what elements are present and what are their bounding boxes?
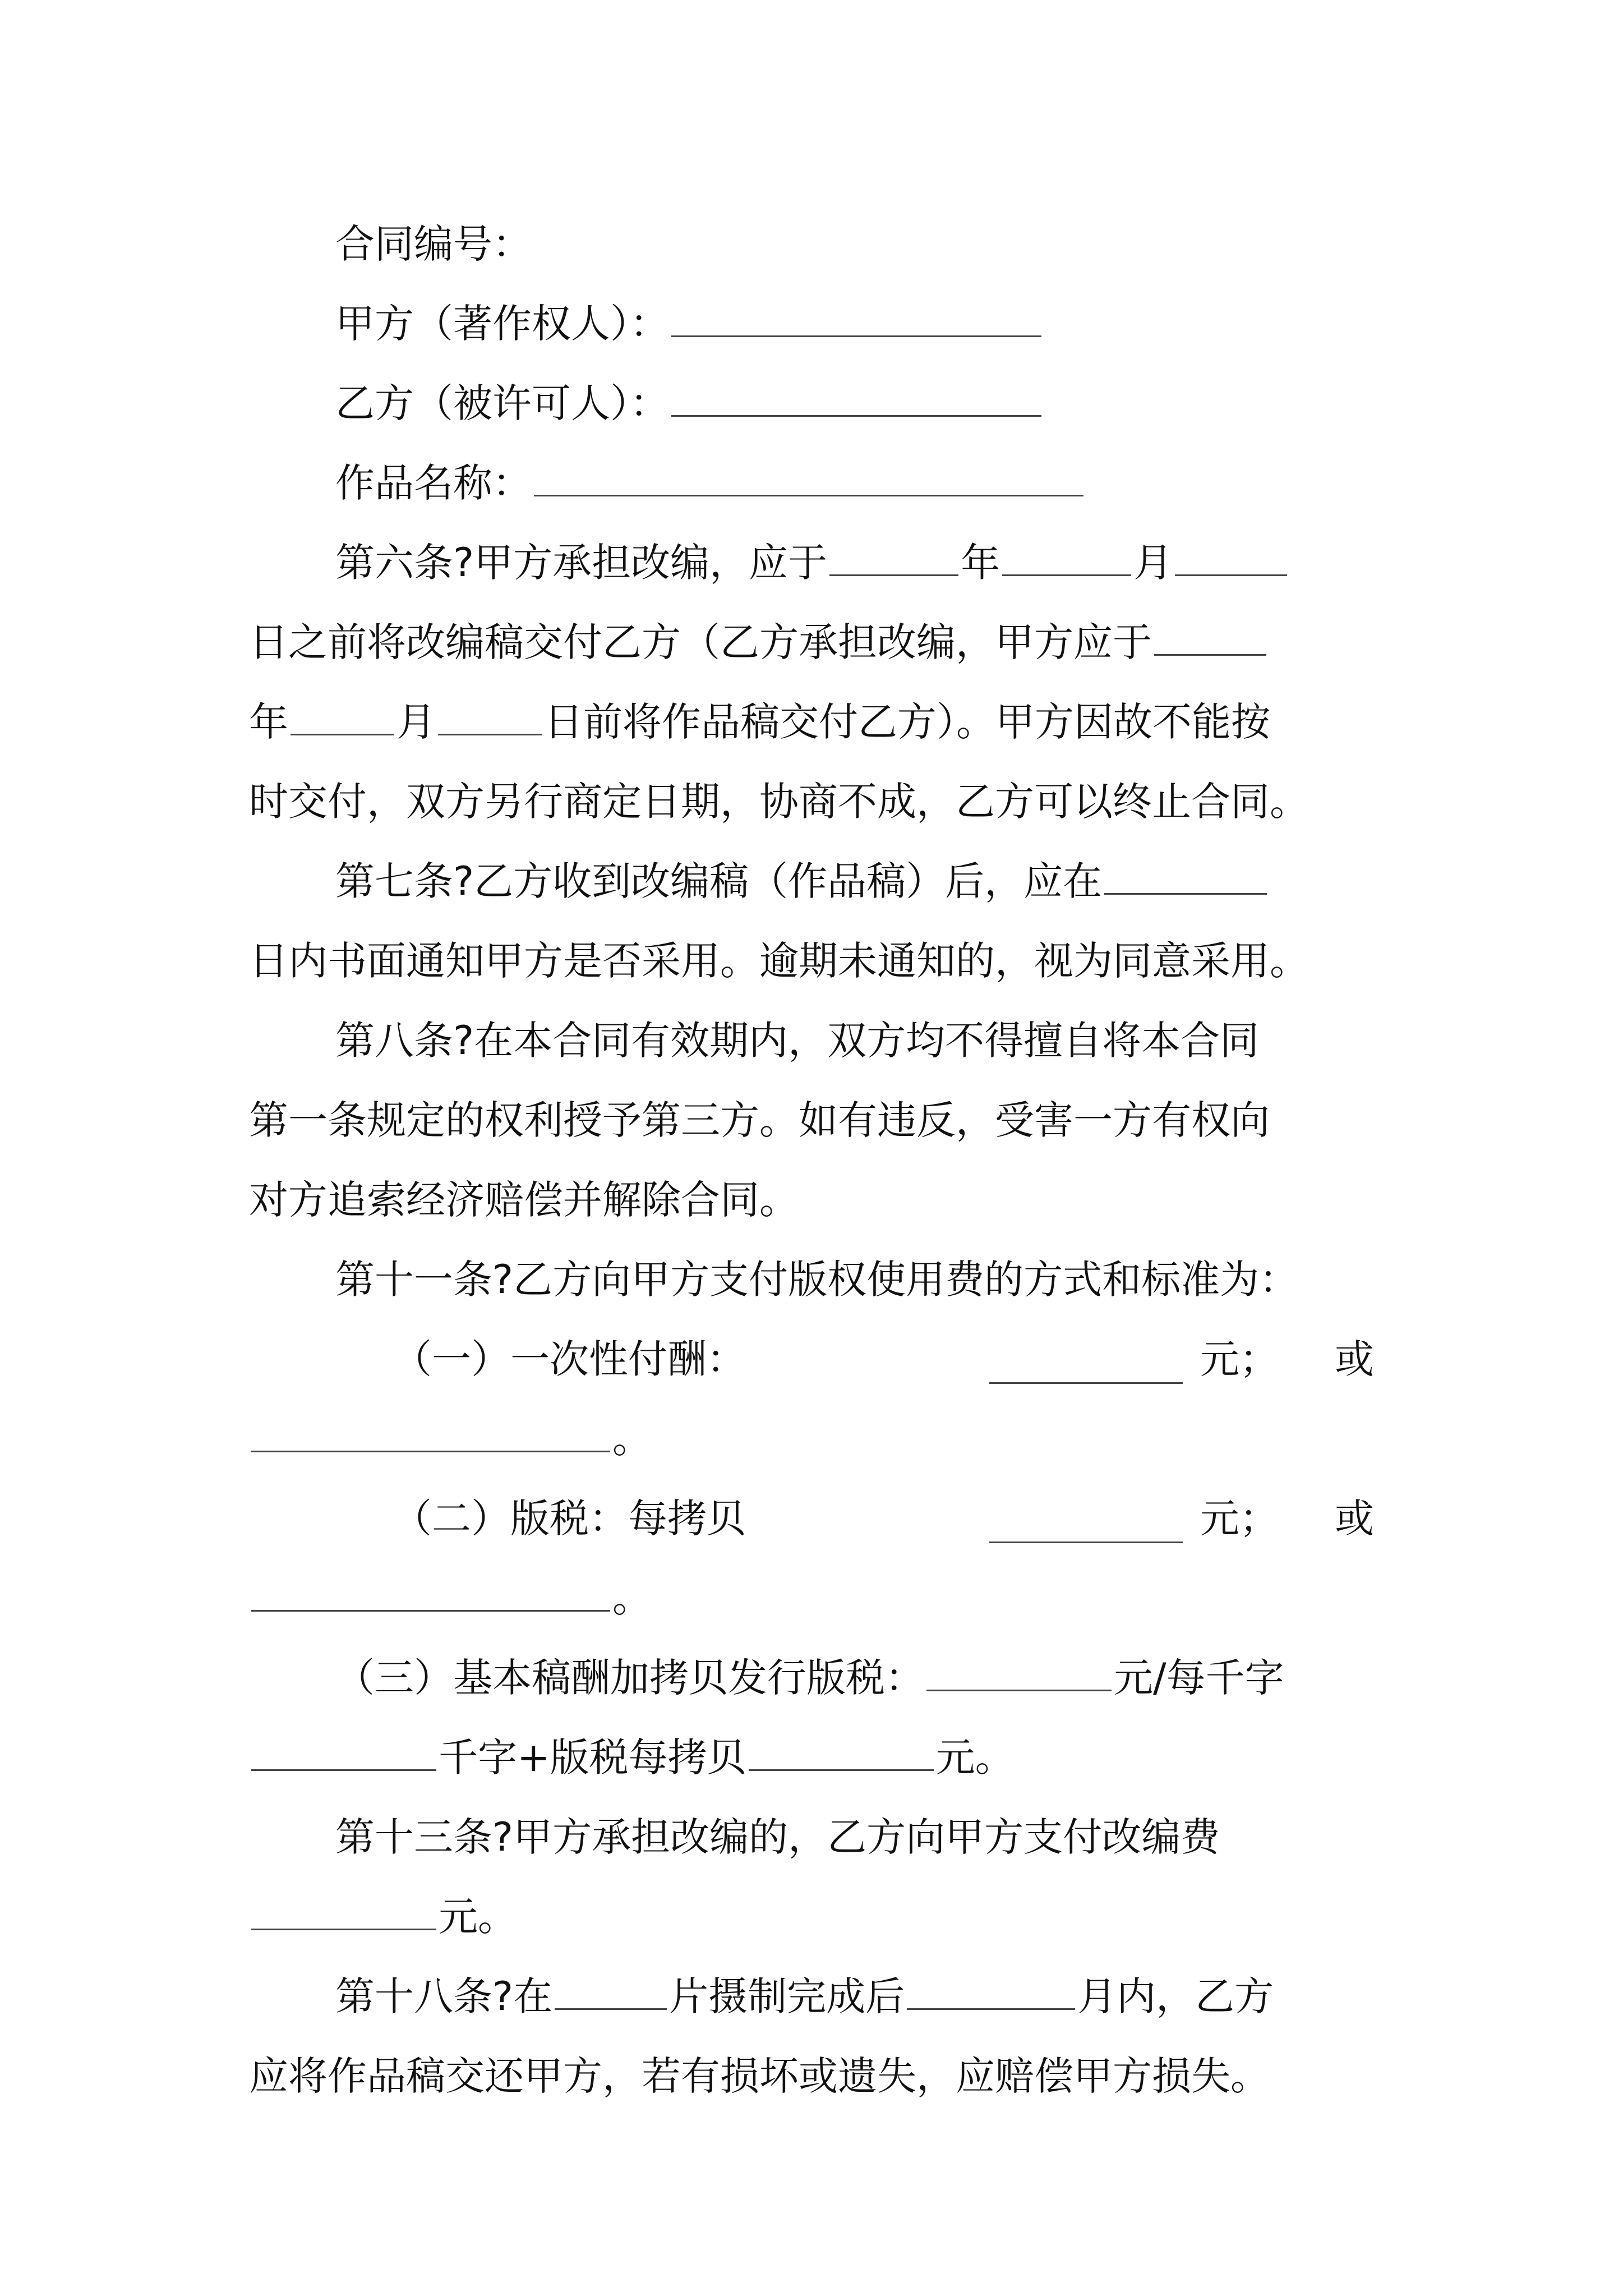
option-3-text: 千字+版税每拷贝 [439, 1734, 746, 1780]
article-6-day-blank[interactable] [1175, 535, 1287, 576]
article-13-line-2 [249, 1880, 517, 1953]
article-6-year-blank-2[interactable] [1154, 615, 1266, 656]
article-6-text: 时交付，双方另行商定日期，协商不成，乙方可以终止合同。 [249, 779, 1309, 825]
party-b-label: 乙方（被许可人）： [335, 380, 669, 426]
article-8-line-3 [249, 1163, 799, 1236]
article-8-text: 对方追索经济赔偿并解除合同。 [249, 1177, 799, 1223]
article-18-line-2 [249, 2040, 1270, 2113]
article-8-text: 第一条规定的权利授予第三方。如有违反，受害一方有权向 [249, 1097, 1270, 1143]
article-6-month-blank[interactable] [1002, 535, 1131, 576]
article-11-text: 第十一条?乙方向甲方支付版权使用费的方式和标准为： [335, 1257, 1299, 1303]
article-6-line-3 [249, 685, 1270, 758]
article-8-text: 第八条?在本合同有效期内，双方均不得擅自将本合同 [335, 1018, 1260, 1064]
article-13-line-1 [335, 1801, 1220, 1874]
contract-number-line [335, 208, 532, 280]
party-b-blank[interactable] [671, 376, 1041, 417]
article-11-option-3-line-1 [335, 1641, 1284, 1714]
article-18-text: 应将作品稿交还甲方，若有损坏或遗失，应赔偿甲方损失。 [249, 2053, 1270, 2099]
option-3-words-blank[interactable] [251, 1730, 436, 1771]
article-13-end: 元。 [439, 1894, 517, 1940]
year-label: 年 [961, 540, 1000, 586]
article-13-text: 第十三条?甲方承担改编的，乙方向甲方支付改编费 [335, 1814, 1220, 1860]
article-8-line-1 [335, 1004, 1259, 1077]
option-3-per-thousand-blank[interactable] [926, 1650, 1112, 1691]
article-11-option-1-line-2 [249, 1402, 652, 1475]
article-18-film-blank[interactable] [555, 1969, 667, 2010]
option-3-end: 元。 [935, 1734, 1015, 1780]
article-7-text: 第七条?乙方收到改编稿（作品稿）后，应在 [335, 858, 1103, 904]
article-18-text: 月内，乙方 [1077, 1973, 1274, 2019]
option-2-unit: 元； [1200, 1496, 1279, 1542]
article-18-text: 片摄制完成后 [669, 1973, 905, 2019]
article-7-days-blank[interactable] [1104, 854, 1267, 895]
work-name-line [335, 447, 1086, 519]
article-7-text: 日内书面通知甲方是否采用。逾期未通知的，视为同意采用。 [249, 938, 1309, 984]
article-11-line-1 [335, 1243, 1298, 1316]
party-b-line [335, 367, 1044, 440]
contract-number-label: 合同编号： [335, 221, 532, 267]
month-label: 月 [396, 699, 436, 745]
party-a-blank[interactable] [671, 296, 1041, 337]
month-label: 月 [1133, 540, 1173, 586]
option-3-unit: 元/每千字 [1114, 1655, 1284, 1701]
article-18-line-1 [335, 1960, 1274, 2033]
party-a-label: 甲方（著作权人）： [335, 301, 669, 347]
option-1-or: 或 [1335, 1336, 1374, 1382]
option-2-label: （二）版税：每拷贝 [393, 1496, 746, 1542]
article-6-line-4 [249, 765, 1309, 838]
work-name-blank[interactable] [534, 455, 1083, 496]
option-1-unit: 元； [1200, 1336, 1279, 1382]
article-6-line-2 [249, 606, 1269, 679]
work-name-label: 作品名称： [335, 460, 532, 506]
article-11-option-3-line-2 [249, 1721, 1015, 1794]
party-a-line [335, 287, 1044, 360]
article-6-line-1 [335, 526, 1289, 599]
option-1-alt-blank[interactable] [251, 1411, 610, 1452]
option-2-or: 或 [1335, 1496, 1374, 1542]
article-7-line-2 [249, 924, 1309, 997]
article-8-line-2 [249, 1084, 1270, 1157]
article-18-months-blank[interactable] [907, 1969, 1075, 2010]
option-1-label: （一）一次性付酬： [393, 1336, 746, 1382]
article-6-text: 日前将作品稿交付乙方）。甲方因故不能按 [544, 699, 1270, 745]
article-6-day-blank-2[interactable] [438, 694, 542, 735]
option-2-amount-blank[interactable] [989, 1502, 1183, 1543]
option-1-amount-blank[interactable] [989, 1343, 1183, 1384]
article-7-line-1 [335, 845, 1269, 918]
article-6-year-blank[interactable] [829, 535, 958, 576]
option-3-per-copy-blank[interactable] [749, 1730, 934, 1771]
article-6-text: 日之前将改编稿交付乙方（乙方承担改编，甲方应于 [249, 619, 1152, 665]
article-13-fee-blank[interactable] [251, 1889, 436, 1930]
article-11-option-2-line-2 [249, 1562, 652, 1635]
article-6-text: 第六条?甲方承担改编，应于 [335, 540, 828, 586]
article-18-text: 第十八条?在 [335, 1973, 553, 2019]
option-1-end: 。 [612, 1416, 652, 1462]
year-label: 年 [249, 699, 288, 745]
option-2-alt-blank[interactable] [251, 1571, 610, 1612]
option-2-end: 。 [612, 1575, 652, 1621]
option-3-label: （三）基本稿酬加拷贝发行版税： [335, 1655, 924, 1701]
article-6-month-blank-2[interactable] [291, 694, 394, 735]
